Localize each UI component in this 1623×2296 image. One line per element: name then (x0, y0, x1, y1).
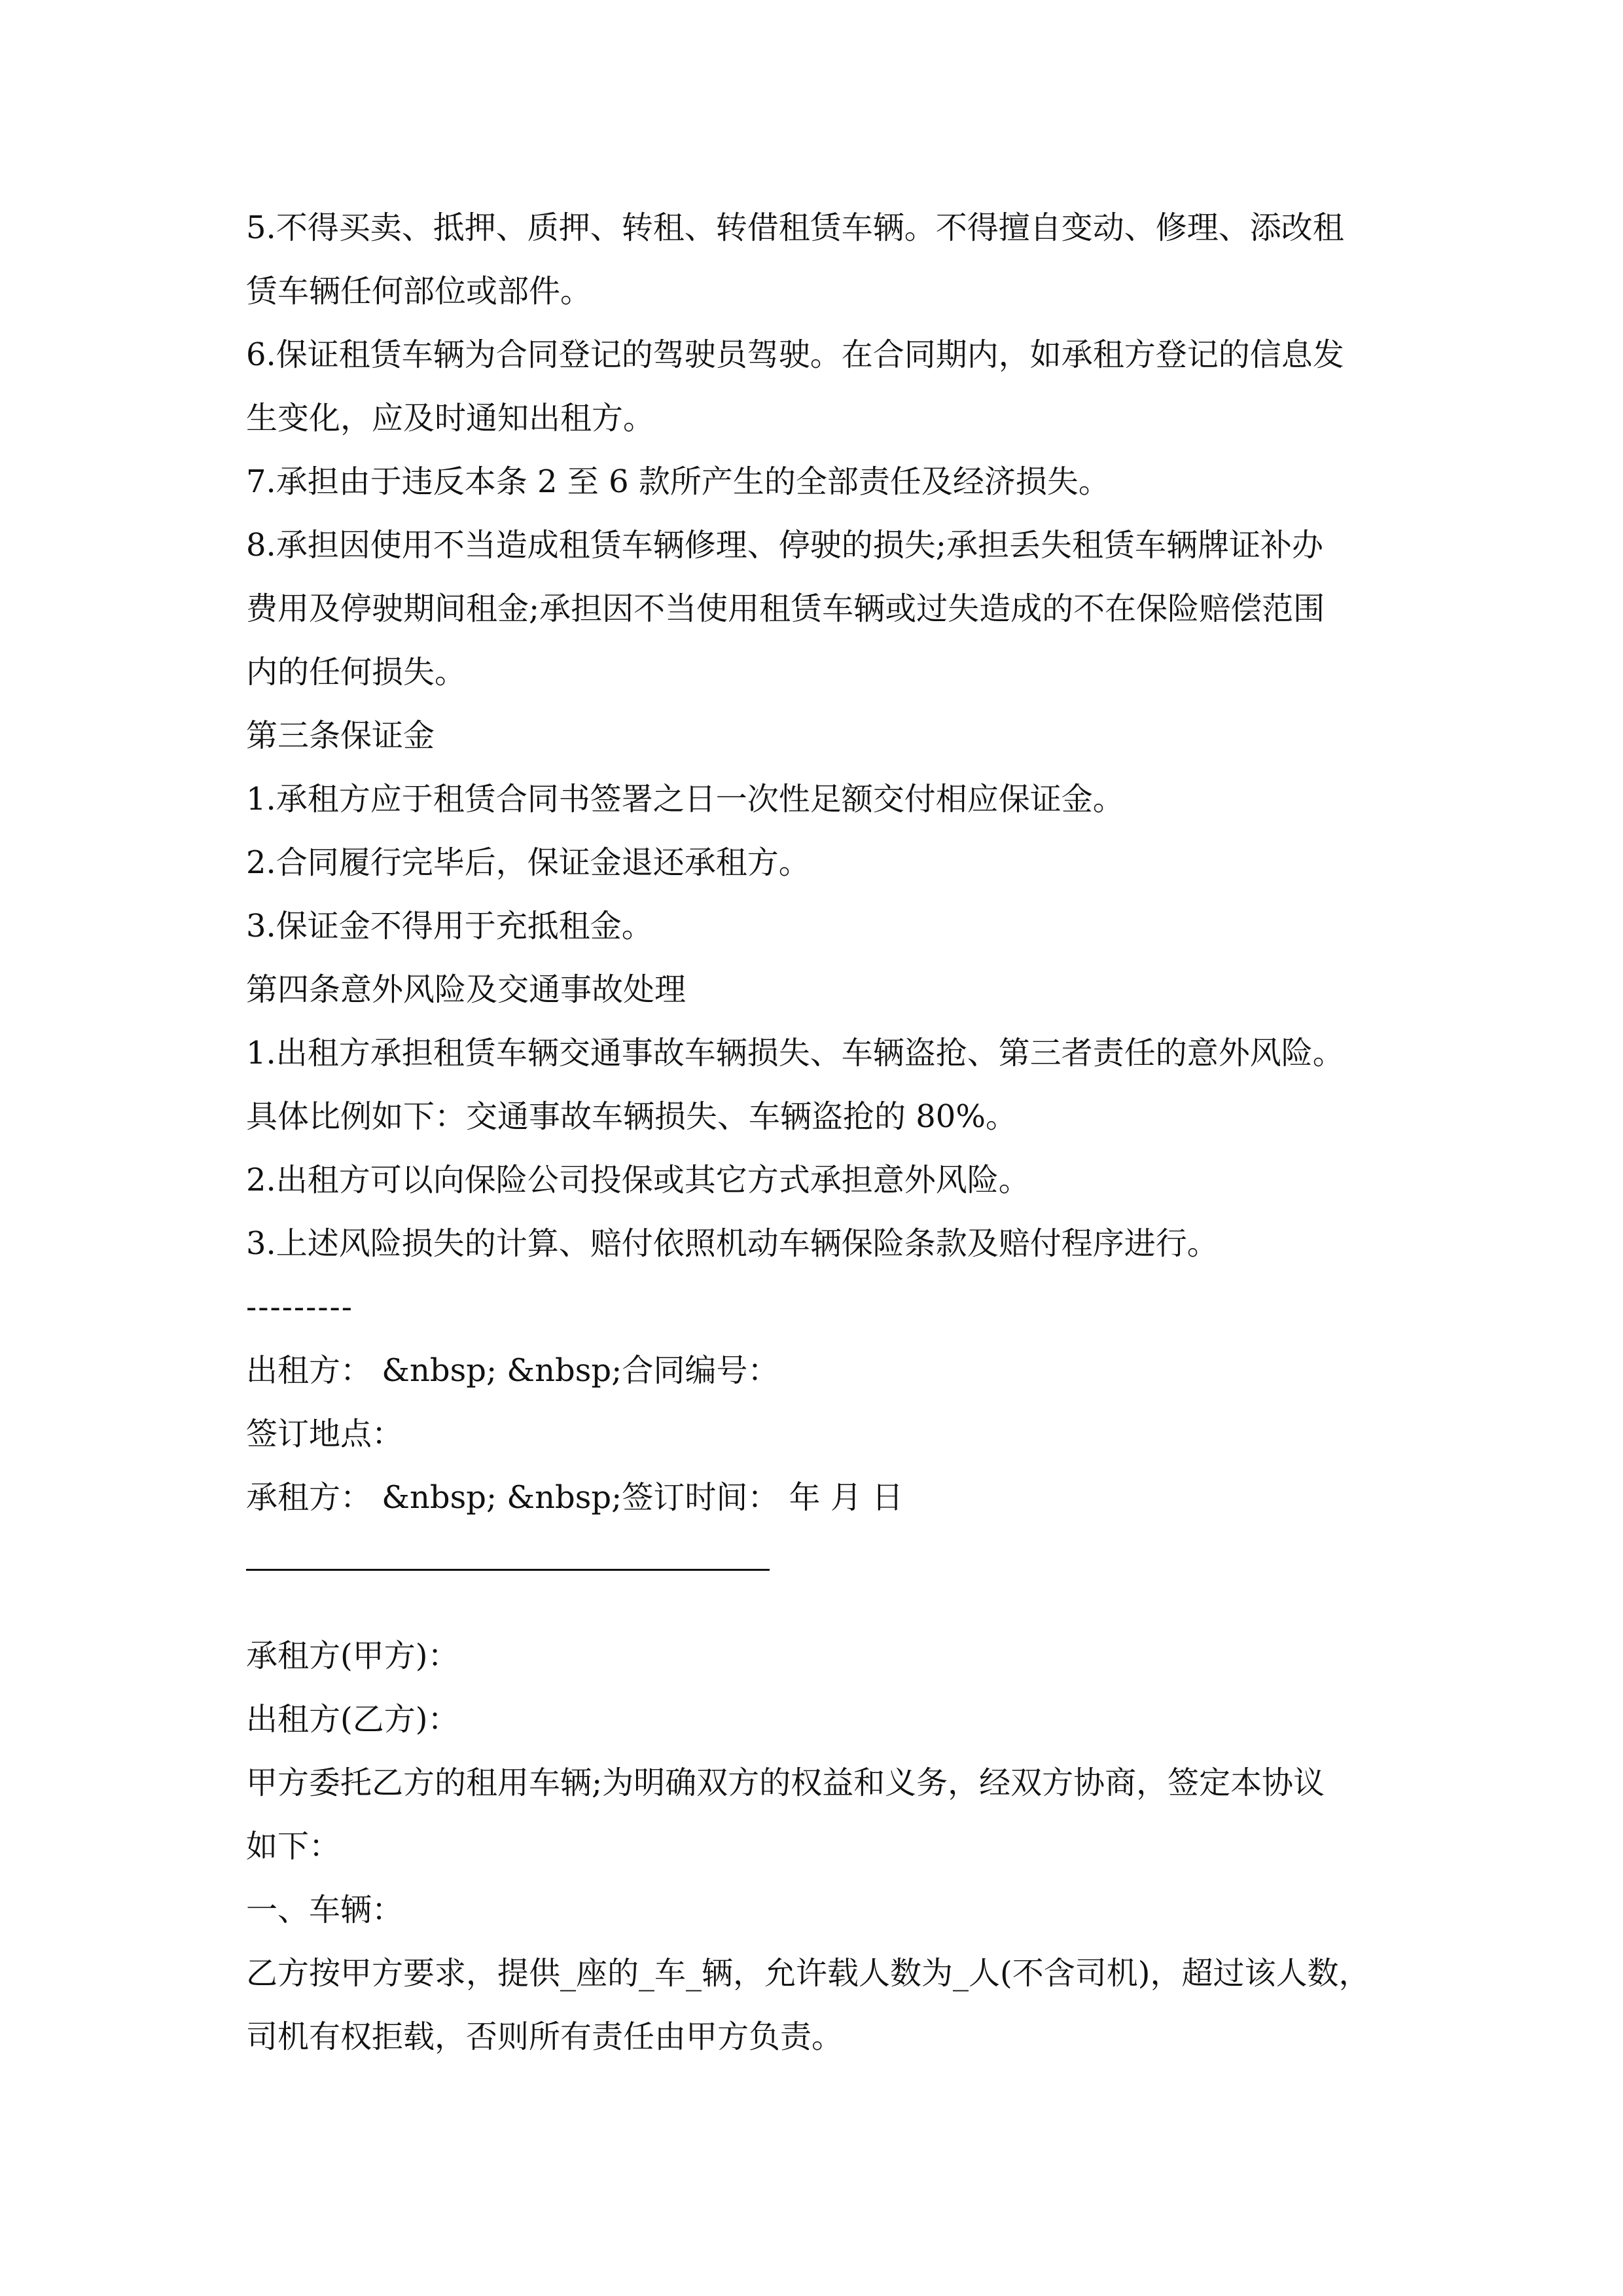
signing-place (246, 1403, 1398, 1466)
article-4-item-1 (246, 1022, 1398, 1149)
party-a-label (246, 1624, 1398, 1688)
article-4-heading (246, 958, 1398, 1022)
article-3-item-1 (246, 768, 1398, 831)
article-3-heading-text: 第三条保证金 (246, 717, 435, 754)
agreement-intro-line-2: 如下： (246, 1828, 341, 1865)
section-1-heading-text: 一、车辆： (246, 1892, 404, 1928)
dashed-separator: --------- (246, 1289, 353, 1325)
agreement-intro-line-1: 甲方委托乙方的租用车辆;为明确双方的权益和义务，经双方协商，签定本协议 (246, 1765, 1325, 1801)
article-3-heading (246, 704, 1398, 768)
clause-item-5-line-1: 5.不得买卖、抵押、质押、转租、转借租赁车辆。不得擅自变动、修理、添改租 (246, 209, 1344, 246)
article-4-item-1-line-1: 1.出租方承担租赁车辆交通事故车辆损失、车辆盗抢、第三者责任的意外风险。 (246, 1035, 1344, 1071)
lessee-signing-time (246, 1466, 1398, 1530)
clause-item-6-line-1: 6.保证租赁车辆为合同登记的驾驶员驾驶。在合同期内，如承租方登记的信息发 (246, 336, 1344, 373)
article-4-item-1-line-2: 具体比例如下：交通事故车辆损失、车辆盗抢的 80%。 (246, 1098, 1017, 1135)
section-1-heading (246, 1878, 1398, 1942)
section-spacer (246, 1593, 1398, 1624)
lessor-contract-number-text: 出租方： &nbsp; &nbsp;合同编号： (246, 1352, 779, 1389)
clause-item-6 (246, 323, 1398, 450)
article-4-item-3-text: 3.上述风险损失的计算、赔付依照机动车辆保险条款及赔付程序进行。 (246, 1225, 1219, 1262)
section-1-body-line-1: 乙方按甲方要求，提供_座的_车_辆，允许载人数为_人(不含司机)，超过该人数， (246, 1955, 1370, 1992)
article-3-item-3 (246, 895, 1398, 958)
article-3-item-1-text: 1.承租方应于租赁合同书签署之日一次性足额交付相应保证金。 (246, 781, 1124, 817)
lessee-signing-time-text: 承租方： &nbsp; &nbsp;签订时间： 年 月 日 (246, 1479, 904, 1516)
signing-place-text: 签订地点： (246, 1416, 404, 1452)
article-4-heading-text: 第四条意外风险及交通事故处理 (246, 971, 687, 1008)
clause-item-7 (246, 450, 1398, 514)
clause-item-6-line-2: 生变化，应及时通知出租方。 (246, 400, 655, 437)
clause-item-8-line-3: 内的任何损失。 (246, 654, 467, 691)
article-3-item-3-text: 3.保证金不得用于充抵租金。 (246, 908, 653, 944)
party-b-label (246, 1688, 1398, 1751)
clause-item-5 (246, 196, 1398, 323)
document-body (246, 196, 1398, 2069)
clause-item-7-line-1: 7.承担由于违反本条 2 至 6 款所产生的全部责任及经济损失。 (246, 463, 1110, 500)
article-4-item-2-text: 2.出租方可以向保险公司投保或其它方式承担意外风险。 (246, 1162, 1030, 1198)
party-a-label-text: 承租方(甲方)： (246, 1638, 459, 1674)
section-1-body (246, 1942, 1398, 2069)
solid-separator (246, 1530, 1398, 1593)
article-3-item-2 (246, 831, 1398, 895)
clause-item-8 (246, 514, 1398, 704)
article-4-item-3 (246, 1212, 1398, 1276)
solid-separator-bar (246, 1569, 770, 1571)
clause-item-8-line-2: 费用及停驶期间租金;承担因不当使用租赁车辆或过失造成的不在保险赔偿范围 (246, 590, 1325, 627)
clause-item-8-line-1: 8.承担因使用不当造成租赁车辆修理、停驶的损失;承担丢失租赁车辆牌证补办 (246, 527, 1323, 564)
lessor-contract-number (246, 1339, 1398, 1403)
agreement-intro (246, 1751, 1398, 1878)
article-3-item-2-text: 2.合同履行完毕后，保证金退还承租方。 (246, 844, 810, 881)
section-1-body-line-2: 司机有权拒载，否则所有责任由甲方负责。 (246, 2018, 844, 2055)
article-4-item-2 (246, 1149, 1398, 1212)
clause-item-5-line-2: 赁车辆任何部位或部件。 (246, 273, 592, 310)
party-b-label-text: 出租方(乙方)： (246, 1701, 459, 1738)
